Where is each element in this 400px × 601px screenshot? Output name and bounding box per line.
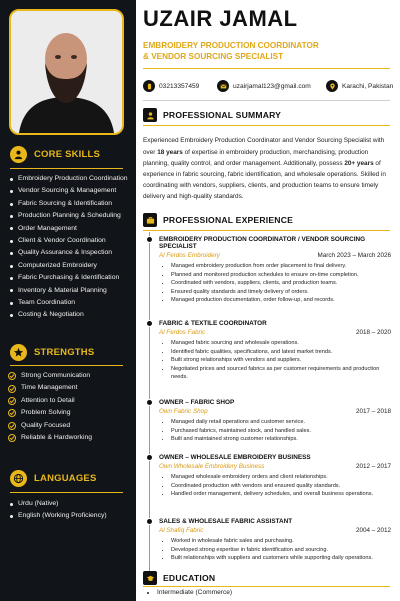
list-item: Costing & Negotiation bbox=[8, 309, 128, 321]
experience-title: PROFESSIONAL EXPERIENCE bbox=[163, 215, 294, 225]
sidebar bbox=[0, 0, 136, 601]
education-divider bbox=[143, 586, 390, 587]
languages-title: LANGUAGES bbox=[34, 473, 97, 484]
list-item: Strong Communication bbox=[8, 370, 92, 382]
job-title-line-2: & VENDOR SOURCING SPECIALIST bbox=[143, 52, 284, 61]
list-item: • Managed wholesale embroidery orders and client relationships. bbox=[171, 473, 391, 482]
list-item: • Planned and monitored production schedules to ensure on-time completion. bbox=[171, 271, 391, 280]
job-dates: March 2023 – March 2026 bbox=[317, 252, 391, 259]
job-title: FABRIC & TEXTILE COORDINATOR bbox=[159, 320, 267, 327]
check-icon bbox=[8, 434, 16, 442]
job-dates: 2018 – 2020 bbox=[355, 329, 391, 336]
check-icon bbox=[8, 409, 16, 417]
core-skills-heading bbox=[10, 146, 100, 163]
list-item: • Developed strong expertise in fabric identification and sourcing. bbox=[171, 546, 391, 555]
languages-divider bbox=[10, 492, 123, 493]
company-name: Al Shafiq Fabric bbox=[159, 527, 204, 534]
job-entry bbox=[159, 454, 391, 499]
list-item: • Coordinated production with vendors and ensured quality standards. bbox=[171, 482, 391, 491]
education-title: EDUCATION bbox=[163, 573, 216, 583]
briefcase-icon bbox=[143, 213, 157, 227]
profile-photo bbox=[9, 9, 124, 135]
graduation-cap-icon bbox=[143, 571, 157, 585]
location-pin-icon bbox=[326, 80, 338, 92]
summary-title: PROFESSIONAL SUMMARY bbox=[163, 110, 282, 120]
contact-location: Karachi, Pakistan bbox=[326, 80, 393, 92]
list-item: Production Planning & Scheduling bbox=[8, 210, 128, 222]
header-divider bbox=[143, 68, 390, 69]
strengths-heading bbox=[10, 344, 94, 361]
strengths-title: STRENGTHS bbox=[34, 347, 95, 358]
job-dates: 2004 – 2012 bbox=[355, 527, 391, 534]
core-skills-divider bbox=[10, 168, 123, 169]
list-item: Reliable & Hardworking bbox=[8, 432, 92, 444]
job-bullets bbox=[159, 339, 391, 382]
list-item: Attention to Detail bbox=[8, 395, 92, 407]
list-item: Client & Vendor Coordination bbox=[8, 235, 128, 247]
list-item: Quality Assurance & Inspection bbox=[8, 247, 128, 259]
summary-text: Experienced Embroidery Production Coordinator and Vendor Sourcing Specialist with over 18 years of expertise in embroidery production, merchandising, production planning, quality control, and order management. Additionally, possess 20+ years of experience in fabric sourcing, fabric identification, and wholesale operations. Skilled in coordinating with vendors, suppliers, clients, and production teams to ensure timely delivery and high-quality standards. bbox=[143, 137, 386, 201]
education-heading bbox=[143, 571, 215, 585]
check-icon bbox=[8, 372, 16, 380]
job-title: OWNER – FABRIC SHOP bbox=[159, 399, 235, 406]
list-item: Fabric Sourcing & Identification bbox=[8, 198, 128, 210]
list-item: Problem Solving bbox=[8, 407, 92, 419]
list-item: Vendor Sourcing & Management bbox=[8, 185, 128, 197]
job-title: SALES & WHOLESALE FABRIC ASSISTANT bbox=[159, 518, 293, 525]
job-title: EMBROIDERY PRODUCTION COORDINATOR / VENDOR SOURCING SPECIALIST bbox=[159, 236, 366, 250]
list-item: • Purchased fabrics, maintained stock, and handled sales. bbox=[171, 427, 391, 436]
candidate-name: UZAIR JAMAL bbox=[143, 6, 298, 31]
star-icon bbox=[10, 344, 27, 361]
list-item: • Built strong relationships with vendors and suppliers. bbox=[171, 356, 391, 365]
list-item: Quality Focused bbox=[8, 420, 92, 432]
list-item: • Intermediate (Commerce) bbox=[157, 589, 232, 596]
experience-divider bbox=[143, 230, 390, 231]
list-item: Time Management bbox=[8, 382, 92, 394]
list-item: • Managed embroidery production from order placement to final delivery. bbox=[171, 262, 391, 271]
job-title: OWNER – WHOLESALE EMBROIDERY BUSINESS bbox=[159, 454, 311, 461]
strengths-divider bbox=[10, 365, 123, 366]
strengths-list bbox=[8, 370, 92, 444]
list-item: • Built and maintained strong customer relationships. bbox=[171, 435, 391, 444]
list-item: • Negotiated prices and sourced fabrics as per customer requirements and production needs. bbox=[171, 365, 391, 382]
timeline-dot bbox=[146, 399, 153, 406]
company-name: Al Ferdos Embroidery bbox=[159, 252, 220, 259]
job-bullets bbox=[159, 418, 391, 444]
job-bullets bbox=[159, 262, 391, 305]
list-item: • Built relationships with suppliers and customers while supporting daily operations. bbox=[171, 554, 391, 563]
list-item: • Managed fabric sourcing and wholesale operations. bbox=[171, 339, 391, 348]
list-item: • Coordinated with vendors, suppliers, clients, and production teams. bbox=[171, 279, 391, 288]
list-item: Urdu (Native) bbox=[8, 498, 107, 510]
list-item: • Managed daily retail operations and customer service. bbox=[171, 418, 391, 427]
list-item: • Worked in wholesale fabric sales and purchasing. bbox=[171, 537, 391, 546]
contact-email: uzairjamal123@gmail.com bbox=[217, 80, 311, 92]
timeline-dot bbox=[146, 236, 153, 243]
list-item: • Identified fabric qualities, specifications, and latest market trends. bbox=[171, 348, 391, 357]
timeline-dot bbox=[146, 518, 153, 525]
job-entry bbox=[159, 518, 391, 563]
core-skills-title: CORE SKILLS bbox=[34, 149, 101, 160]
check-icon bbox=[8, 385, 16, 393]
job-title bbox=[143, 40, 393, 62]
email-icon bbox=[217, 80, 229, 92]
summary-heading bbox=[143, 108, 281, 122]
languages-heading bbox=[10, 470, 97, 487]
job-bullets bbox=[159, 537, 391, 563]
user-icon bbox=[143, 108, 157, 122]
job-title-line-1: EMBROIDERY PRODUCTION COORDINATOR bbox=[143, 41, 319, 50]
phone-icon bbox=[143, 80, 155, 92]
education-list bbox=[147, 589, 232, 596]
list-item: Fabric Purchasing & Identification bbox=[8, 272, 128, 284]
company-name: Own Wholesale Embroidery Business bbox=[159, 463, 265, 470]
contact-divider bbox=[143, 100, 390, 101]
contact-phone: 03213357459 bbox=[143, 80, 199, 92]
job-entry bbox=[159, 399, 391, 444]
job-dates: 2017 – 2018 bbox=[355, 408, 391, 415]
globe-icon bbox=[10, 470, 27, 487]
list-item: • Ensured quality standards and timely delivery of orders. bbox=[171, 288, 391, 297]
company-name: Al Ferdos Fabric bbox=[159, 329, 206, 336]
list-item: Computerized Embroidery bbox=[8, 260, 128, 272]
list-item: • Handled order management, delivery schedules, and overall business operations. bbox=[171, 490, 391, 499]
list-item: Team Coordination bbox=[8, 297, 128, 309]
timeline-dot bbox=[146, 454, 153, 461]
summary-divider bbox=[143, 125, 390, 126]
languages-list bbox=[8, 498, 107, 523]
core-skills-list bbox=[8, 173, 128, 322]
list-item: • Managed production documentation, order follow-up, and records. bbox=[171, 296, 391, 305]
list-item: Inventory & Material Planning bbox=[8, 285, 128, 297]
list-item: English (Working Proficiency) bbox=[8, 510, 107, 522]
check-icon bbox=[8, 397, 16, 405]
company-name: Own Fabric Shop bbox=[159, 408, 208, 415]
job-entry bbox=[159, 236, 391, 305]
experience-heading bbox=[143, 213, 293, 227]
job-bullets bbox=[159, 473, 391, 499]
list-item: Embroidery Production Coordination bbox=[8, 173, 128, 185]
job-dates: 2012 – 2017 bbox=[355, 463, 391, 470]
person-icon bbox=[10, 146, 27, 163]
list-item: Order Management bbox=[8, 223, 128, 235]
timeline-dot bbox=[146, 320, 153, 327]
job-entry bbox=[159, 320, 391, 382]
check-icon bbox=[8, 422, 16, 430]
